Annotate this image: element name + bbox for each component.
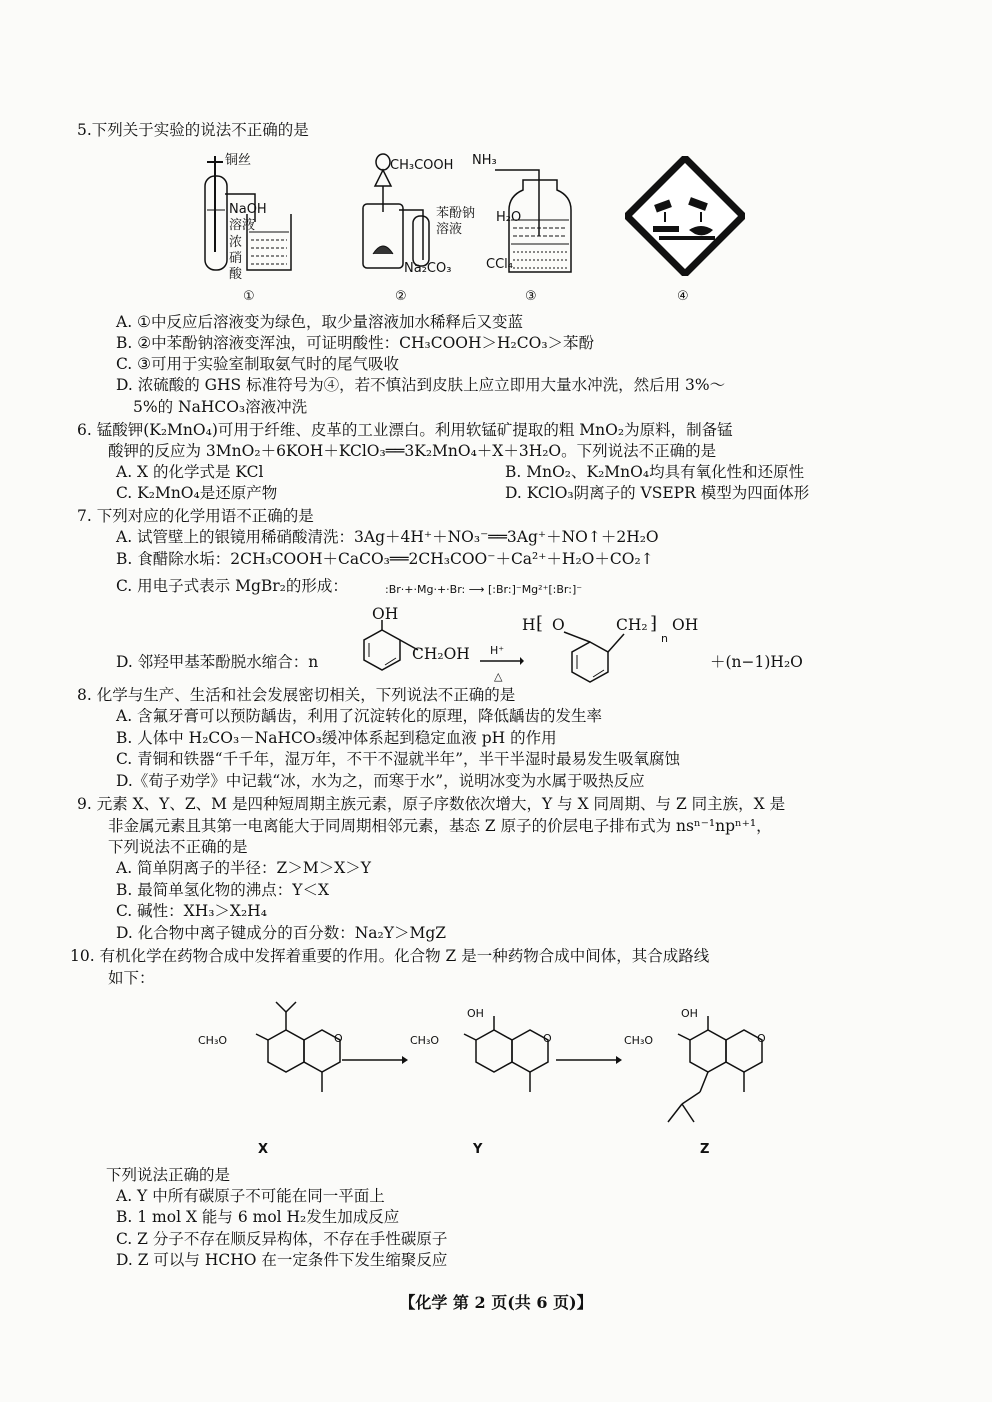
q10-option-a: A. Y 中所有碳原子不可能在同一平面上 <box>116 1187 385 1205</box>
fig3-ccl4: CCl₄ <box>486 257 513 272</box>
z-oh: OH <box>681 1007 698 1020</box>
q8-option-b: B. 人体中 H₂CO₃－NaHCO₃缓冲体系起到稳定血液 pH 的作用 <box>116 729 557 747</box>
q6-option-d: D. KClO₃阴离子的 VSEPR 模型为四面体形 <box>505 484 810 502</box>
q7-option-a: A. 试管壁上的银镜用稀硝酸清洗：3Ag＋4H⁺＋NO₃⁻══3Ag⁺＋NO↑＋2H₂O <box>116 528 659 546</box>
q6-stem-1: 6. 锰酸钾(K₂MnO₄)可用于纤维、皮革的工业漂白。利用软锰矿提取的粗 MnO₂为原料，制备锰 <box>77 421 733 439</box>
compound-x-structure <box>238 1000 348 1110</box>
q5-option-a: A. ①中反应后溶液变为绿色，取少量溶液加水稀释后又变蓝 <box>116 313 523 331</box>
y-carbonyl-o: O <box>543 1032 552 1045</box>
reaction-arrow-icon <box>480 656 524 666</box>
fig1-acid-2: 硝 <box>229 251 243 266</box>
fig2-solution: 溶液 <box>436 222 463 237</box>
fig3-nh3: NH₃ <box>472 153 497 168</box>
q9-option-d: D. 化合物中离子键成分的百分数：Na₂Y＞MgZ <box>116 924 447 942</box>
q5-stem: 5.下列关于实验的说法不正确的是 <box>77 121 309 139</box>
fig1-acid-3: 酸 <box>229 267 243 282</box>
compound-y-structure <box>446 1000 556 1110</box>
q7-option-c-formula: :Br·+·Mg·+·Br: ⟶ [:Br:]⁻Mg²⁺[:Br:]⁻ <box>385 583 583 596</box>
fig3-water: H₂O <box>496 210 522 225</box>
q8-stem: 8. 化学与生产、生活和社会发展密切相关，下列说法不正确的是 <box>77 686 516 704</box>
q7-d-prod-ch2: CH₂ <box>616 616 648 634</box>
compound-y-label: Y <box>473 1142 483 1157</box>
q5-option-b: B. ②中苯酚钠溶液变浑浊，可证明酸性：CH₃COOH＞H₂CO₃＞苯酚 <box>116 334 595 352</box>
q7-d-water: ＋(n−1)H₂O <box>710 653 803 671</box>
q9-option-b: B. 最简单氢化物的沸点：Y＜X <box>116 881 330 899</box>
fig4-label: ④ <box>677 289 689 304</box>
page-footer: 【化学 第 2 页(共 6 页)】 <box>399 1293 593 1312</box>
q10-stem-3: 下列说法正确的是 <box>106 1166 231 1184</box>
q9-option-a: A. 简单阴离子的半径：Z＞M＞X＞Y <box>116 859 371 877</box>
q10-stem-2: 如下： <box>108 969 155 987</box>
q6-option-b: B. MnO₂、K₂MnO₄均具有氧化性和还原性 <box>505 463 805 481</box>
q9-stem-2: 非金属元素且其第一电离能大于同周期相邻元素，基态 Z 原子的价层电子排布式为 nsⁿ⁻¹npⁿ⁺¹， <box>108 817 772 835</box>
q8-option-d: D.《荀子劝学》中记载“冰，水为之，而寒于水”，说明冰变为水属于吸热反应 <box>116 772 645 790</box>
x-carbonyl-o: O <box>334 1032 343 1045</box>
z-och3: CH₃O <box>624 1034 654 1047</box>
q7-d-oh: OH <box>372 605 399 623</box>
fig2-label: ② <box>395 289 407 304</box>
q7-option-d: D. 邻羟甲基苯酚脱水缩合：n <box>116 653 319 671</box>
q9-option-c: C. 碱性：XH₃＞X₂H₄ <box>116 902 267 920</box>
corrosive-icon <box>625 156 745 276</box>
q10-option-d: D. Z 可以与 HCHO 在一定条件下发生缩聚反应 <box>116 1251 448 1269</box>
q7-d-prod-oh: OH <box>672 616 699 634</box>
q9-stem-3: 下列说法不正确的是 <box>108 838 248 856</box>
z-carbonyl-o: O <box>757 1032 766 1045</box>
q5-option-d: D. 浓硫酸的 GHS 标准符号为④，若不慎沾到皮肤上应立即用大量水冲洗，然后用 3%～ <box>116 376 726 394</box>
fig1-acid-1: 浓 <box>229 235 243 250</box>
q10-stem-1: 10. 有机化学在药物合成中发挥着重要的作用。化合物 Z 是一种药物合成中间体，其合成路线 <box>70 947 710 965</box>
polymer-ring-structure <box>560 630 630 690</box>
compound-x-label: X <box>258 1142 269 1157</box>
fig2-carbonate: Na₂CO₃ <box>404 261 452 276</box>
q10-option-b: B. 1 mol X 能与 6 mol H₂发生加成反应 <box>116 1208 400 1226</box>
q10-option-c: C. Z 分子不存在顺反异构体，不存在手性碳原子 <box>116 1230 448 1248</box>
q7-stem: 7. 下列对应的化学用语不正确的是 <box>77 507 314 525</box>
fig1-copper: 铜丝 <box>225 153 252 168</box>
hydroxybenzyl-alcohol-structure <box>360 618 420 678</box>
q7-d-prod-n: n <box>661 632 668 645</box>
fig2-phenolate: 苯酚钠 <box>436 206 476 221</box>
y-oh: OH <box>467 1007 484 1020</box>
q7-d-ch2oh: CH₂OH <box>412 645 470 663</box>
q7-d-prod-h: H <box>522 616 536 634</box>
q8-option-a: A. 含氟牙膏可以预防龋齿，利用了沉淀转化的原理，降低龋齿的发生率 <box>116 707 603 725</box>
fig1-naoh: NaOH <box>229 202 267 217</box>
synthesis-arrow-1-icon <box>342 1055 408 1065</box>
fig2-acetic: CH₃COOH <box>390 158 454 173</box>
y-och3: CH₃O <box>410 1034 440 1047</box>
synthesis-arrow-2-icon <box>556 1055 622 1065</box>
fig1-label: ① <box>243 289 255 304</box>
q7-option-c: C. 用电子式表示 MgBr₂的形成： <box>116 577 348 595</box>
compound-z-structure <box>660 1000 770 1140</box>
q9-stem-1: 9. 元素 X、Y、Z、M 是四种短周期主族元素，原子序数依次增大，Y 与 X 同周期、与 Z 同主族，X 是 <box>77 795 786 813</box>
q7-d-bracket-right: ⁆ <box>650 613 658 634</box>
q7-d-cond-top: H⁺ <box>490 644 505 657</box>
q5-option-d-cont: 5%的 NaHCO₃溶液冲洗 <box>133 398 308 416</box>
q7-d-prod-o: O <box>552 616 565 634</box>
fig1-solution: 溶液 <box>229 218 256 233</box>
q7-d-bracket-left: ⁅ <box>536 613 544 634</box>
x-och3: CH₃O <box>198 1034 228 1047</box>
compound-z-label: Z <box>700 1142 710 1157</box>
fig3-label: ③ <box>525 289 537 304</box>
q5-option-c: C. ③可用于实验室制取氨气时的尾气吸收 <box>116 355 400 373</box>
q6-option-a: A. X 的化学式是 KCl <box>116 463 264 481</box>
q8-option-c: C. 青铜和铁器“千千年，湿万年，不干不湿就半年”，半干半湿时最易发生吸氧腐蚀 <box>116 750 681 768</box>
q7-d-cond-bottom: △ <box>494 670 503 683</box>
q6-option-c: C. K₂MnO₄是还原产物 <box>116 484 278 502</box>
q6-stem-2: 酸钾的反应为 3MnO₂＋6KOH＋KClO₃══3K₂MnO₄＋X＋3H₂O。下列说法不正确的是 <box>108 442 717 460</box>
q7-option-b: B. 食醋除水垢：2CH₃COOH＋CaCO₃══2CH₃COO⁻＋Ca²⁺＋H₂O＋CO₂↑ <box>116 550 654 568</box>
